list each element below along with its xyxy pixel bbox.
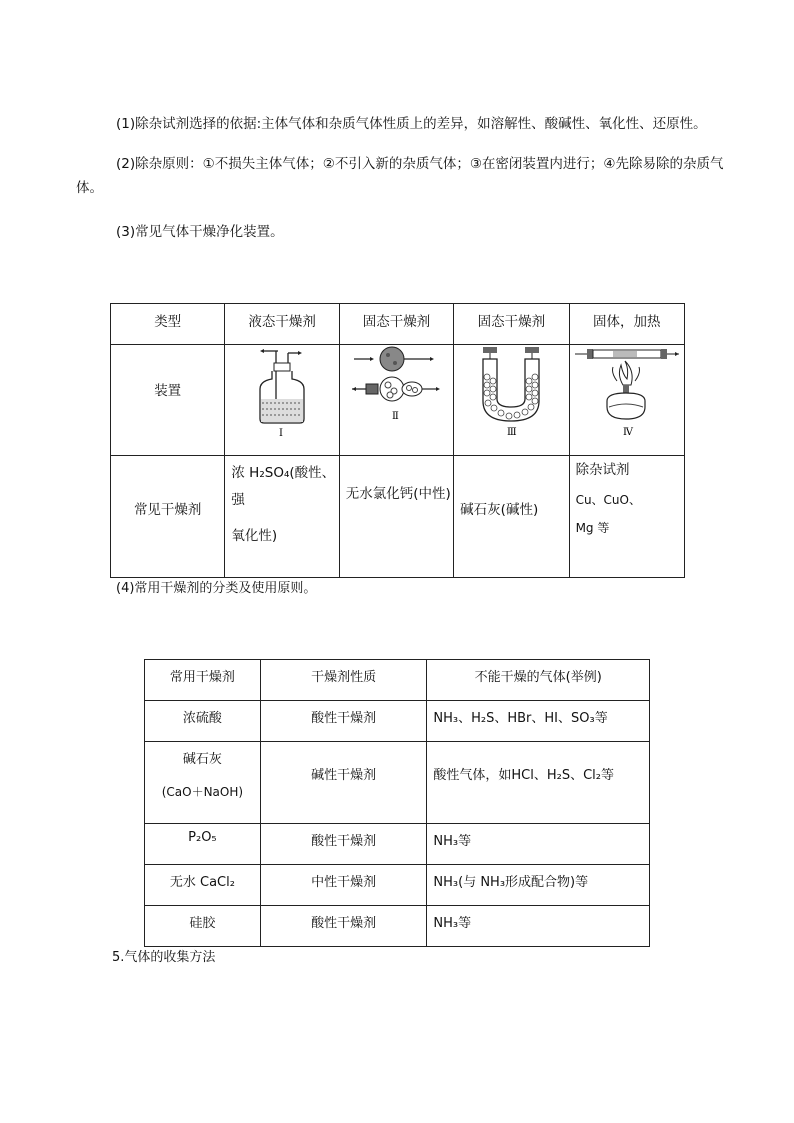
desiccant-nature: 酸性干燥剂 <box>260 906 427 947</box>
agent-solid-1: 无水氯化钙(中性) <box>339 456 453 578</box>
table-row <box>145 701 650 742</box>
desiccant-name <box>145 742 261 824</box>
device-label-3: Ⅲ <box>507 427 518 437</box>
agent-solid-2: 碱石灰(碱性) <box>454 456 569 578</box>
agent-heating-line-1: 除杂试剂 <box>575 462 630 478</box>
paragraph-2: (2)除杂原则：①不损失主体气体；②不引入新的杂质气体；③在密闭装置内进行；④先除易除的杂质气体。 <box>76 156 724 196</box>
paragraph-4: (4)常用干燥剂的分类及使用原则。 <box>116 581 317 596</box>
gas-washing-bottle-icon <box>242 345 322 437</box>
apparatus-cell-4 <box>569 345 684 456</box>
row-label-device: 装置 <box>111 345 225 456</box>
table-row <box>145 865 650 906</box>
desiccant-name: 硅胶 <box>145 906 261 947</box>
table-row <box>145 742 650 824</box>
header-solid-desiccant-2: 固态干燥剂 <box>454 304 569 345</box>
header-type: 类型 <box>111 304 225 345</box>
agent-liquid <box>225 456 339 578</box>
table-row <box>145 906 650 947</box>
heated-tube-icon <box>573 345 681 437</box>
desiccant-nature: 碱性干燥剂 <box>260 742 427 824</box>
agent-liquid-line-1: 浓 H₂SO₄(酸性、强 <box>231 465 336 508</box>
agent-heating-line-2: Cu、CuO、 <box>575 493 641 507</box>
header-solid-desiccant-1: 固态干燥剂 <box>339 304 453 345</box>
header-nature: 干燥剂性质 <box>260 660 427 701</box>
desiccant-name-line-2: (CaO＋NaOH) <box>161 785 244 799</box>
desiccant-nature: 酸性干燥剂 <box>260 701 427 742</box>
section-heading-gas-collection: 5.气体的收集方法 <box>112 950 216 965</box>
desiccant-gases: 酸性气体，如HCl、H₂S、Cl₂等 <box>427 742 650 824</box>
desiccant-name: P₂O₅ <box>145 824 261 865</box>
desiccant-nature: 酸性干燥剂 <box>260 824 427 865</box>
drying-tube-icon <box>348 345 444 437</box>
agent-heating <box>569 456 684 578</box>
header-liquid-desiccant: 液态干燥剂 <box>225 304 339 345</box>
desiccant-gases: NH₃等 <box>427 906 650 947</box>
paragraph-1: (1)除杂试剂选择的依据:主体气体和杂质气体性质上的差异，如溶解性、酸碱性、氧化性、还原性。 <box>116 116 707 132</box>
header-gases: 不能干燥的气体(举例) <box>427 660 650 701</box>
agent-liquid-line-2: 氧化性) <box>231 528 278 544</box>
apparatus-cell-1 <box>225 345 339 456</box>
table-row <box>145 824 650 865</box>
drying-apparatus-table <box>110 303 685 578</box>
paragraph-3: (3)常见气体干燥净化装置。 <box>116 224 284 240</box>
desiccant-table <box>144 659 650 947</box>
device-label-4: Ⅳ <box>622 427 633 437</box>
device-label-2: Ⅱ <box>392 411 400 422</box>
agent-heating-line-3: Mg 等 <box>575 521 610 535</box>
desiccant-gases: NH₃等 <box>427 824 650 865</box>
desiccant-gases: NH₃(与 NH₃形成配合物)等 <box>427 865 650 906</box>
u-tube-icon <box>471 345 551 437</box>
header-solid-heating: 固体，加热 <box>569 304 684 345</box>
row-label-agent: 常见干燥剂 <box>111 456 225 578</box>
desiccant-name: 无水 CaCl₂ <box>145 865 261 906</box>
apparatus-cell-3 <box>454 345 569 456</box>
desiccant-nature: 中性干燥剂 <box>260 865 427 906</box>
header-desiccant: 常用干燥剂 <box>145 660 261 701</box>
desiccant-name-line-1: 碱石灰 <box>182 752 222 767</box>
apparatus-cell-2 <box>339 345 453 456</box>
desiccant-name: 浓硫酸 <box>145 701 261 742</box>
device-label-1: Ⅰ <box>279 428 284 437</box>
desiccant-gases: NH₃、H₂S、HBr、HI、SO₃等 <box>427 701 650 742</box>
